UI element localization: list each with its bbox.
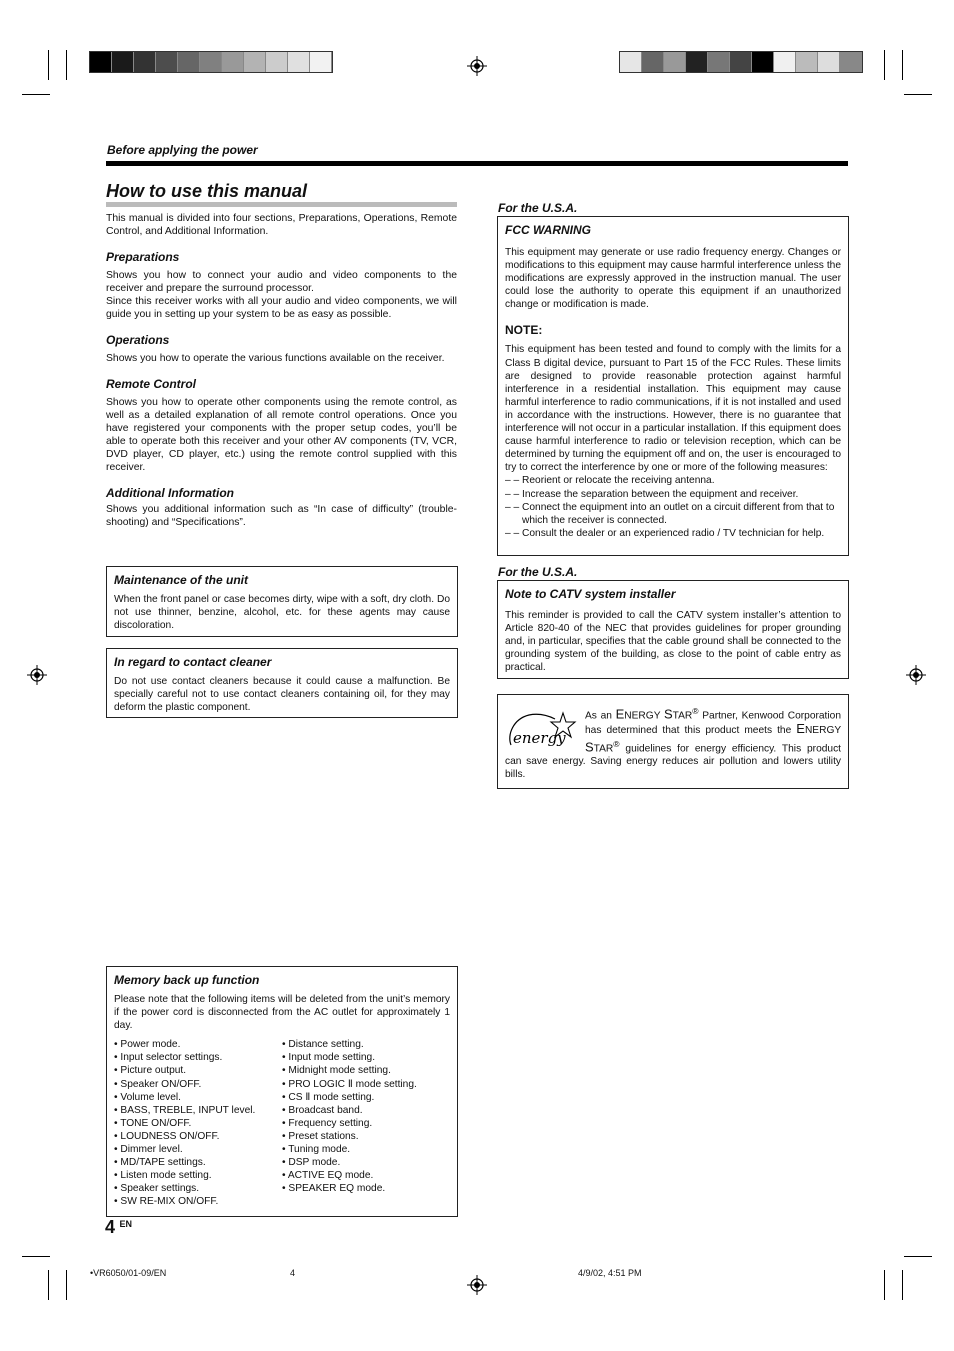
memory-items-col2	[282, 1038, 450, 1208]
list-item: • PRO LOGIC Ⅱ mode setting.	[282, 1078, 417, 1090]
list-item: • Picture output.	[114, 1065, 187, 1077]
contact-cleaner-heading: In regard to contact cleaner	[114, 655, 272, 669]
catv-box	[497, 580, 849, 679]
fcc-heading: FCC WARNING	[505, 223, 591, 237]
list-item: • Volume level.	[114, 1091, 181, 1103]
color-swatch	[266, 52, 288, 72]
memory-backup-text: Please note that the following items will be deleted from the unit’s memory if the power cord is disconnected from the AC outlet for approximately 1 day.	[114, 994, 450, 1032]
list-item: • ACTIVE EQ mode.	[282, 1170, 374, 1182]
section-label: Before applying the power	[107, 143, 258, 157]
list-item: • Listen mode setting.	[114, 1170, 212, 1182]
list-item	[505, 488, 841, 501]
list-item: • SPEAKER EQ mode.	[282, 1183, 386, 1195]
fcc-note-text: This equipment has been tested and found to comply with the limits for a Class B digital device, pursuant to Part 15 of the FCC Rules. These limits are designed to provide reasonable protection against harmful interference in a residential installation. This equipment may cause harmful interference to radio communications, if it is not installed and used in accordance with the instructions. However, there is no guarantee that interference will not occur in a particular installation. If this equipment does cause harmful interference to radio or television reception, which can be determined by turning the equipment off and on, the user is encouraged to try to correct the interference by one or more of the following measures:	[505, 344, 841, 474]
list-item: • Power mode.	[114, 1039, 181, 1051]
crop-mark	[48, 50, 49, 80]
contact-cleaner-box	[106, 648, 458, 718]
page-language: EN	[119, 1219, 132, 1229]
page-number	[105, 1217, 132, 1238]
color-swatch	[134, 52, 156, 72]
left-column	[106, 212, 457, 529]
preparations-heading: Preparations	[106, 250, 180, 264]
energy-brand-s: S	[664, 706, 673, 722]
crop-mark	[884, 1270, 885, 1300]
operations-text: Shows you how to operate the various functions available on the receiver.	[106, 353, 445, 364]
crop-mark	[48, 1270, 49, 1300]
color-swatch	[642, 52, 664, 72]
crop-mark	[902, 50, 903, 80]
color-swatch	[178, 52, 200, 72]
crop-mark	[22, 94, 50, 95]
color-swatch	[90, 52, 112, 72]
usa-label-2: For the U.S.A.	[498, 565, 578, 579]
color-swatch	[818, 52, 840, 72]
catv-heading: Note to CATV system installer	[505, 587, 676, 601]
list-item: • LOUDNESS ON/OFF.	[114, 1130, 220, 1142]
page-number-value: 4	[105, 1217, 116, 1237]
preparations-text-2: Since this receiver works with all your audio and video components, we will guide you in setting up your system to be as easy as possible.	[106, 296, 457, 320]
list-item: • Speaker ON/OFF.	[114, 1078, 202, 1090]
list-item: • CS Ⅱ mode setting.	[282, 1091, 375, 1103]
list-item: • Speaker settings.	[114, 1183, 200, 1195]
list-item: • BASS, TREBLE, INPUT level.	[114, 1104, 256, 1116]
list-item: • Preset stations.	[282, 1130, 359, 1142]
list-item: • DSP mode.	[282, 1157, 341, 1169]
energy-brand-tar: TAR	[672, 710, 693, 722]
list-item: • Frequency setting.	[282, 1117, 373, 1129]
memory-backup-box	[106, 966, 458, 1217]
measure-text: Consult the dealer or an experienced radio / TV technician for help.	[522, 527, 825, 539]
registration-mark-icon	[467, 56, 487, 76]
color-calibration-strip-right	[619, 51, 863, 73]
list-item: • TONE ON/OFF.	[114, 1117, 192, 1129]
energy-logo-text: energy	[513, 729, 566, 747]
list-item: • Input selector settings.	[114, 1052, 223, 1064]
measure-text: Increase the separation between the equipment and receiver.	[522, 488, 799, 500]
memory-items-col1	[114, 1038, 282, 1208]
list-item	[505, 501, 841, 527]
memory-items	[114, 1038, 450, 1208]
energy-text-2: Partner, Kenwood Corporation has determined that this product meets the	[585, 710, 841, 737]
fcc-text: This equipment may generate or use radio frequency energy. Changes or modifications to this equipment may cause harmful interference unless the modifications are expressly approved in the instruction manual. The user could lose the authority to operate this equipment if an unauthorized change or modification is made.	[505, 247, 841, 311]
color-swatch	[686, 52, 708, 72]
contact-cleaner-text: Do not use contact cleaners because it could cause a malfunction. Be specially careful not to use contact cleaners containing oil, for they may deform the plastic component.	[114, 676, 450, 714]
energy-brand-s-2: S	[585, 738, 594, 754]
measure-text: Connect the equipment into an outlet on a circuit different from that to which the receiver is connected.	[522, 501, 835, 526]
color-swatch	[244, 52, 266, 72]
list-item	[505, 527, 841, 540]
color-swatch	[112, 52, 134, 72]
usa-label: For the U.S.A.	[498, 201, 578, 215]
dash-bullet: – –	[505, 475, 520, 487]
crop-mark	[904, 1256, 932, 1257]
dash-bullet: – –	[505, 527, 520, 539]
list-item: • Broadcast band.	[282, 1104, 363, 1116]
fcc-measures-list	[505, 474, 841, 539]
maintenance-box	[106, 566, 458, 637]
additional-info-text: Shows you additional information such as “In case of difficulty” (trouble-shooting) and “Specifications”.	[106, 504, 457, 528]
color-swatch	[730, 52, 752, 72]
crop-mark	[904, 94, 932, 95]
footer-timestamp: 4/9/02, 4:51 PM	[578, 1268, 642, 1278]
remote-control-text: Shows you how to operate other components using the remote control, as well as a detailed explanation of all remote control operations. Once you have registered your components with the proper setup codes, you’ll be able to operate both this receiver and your other AV components (TV, VCR, DVD player, CD player, etc.) using the remote control supplied with this receiver.	[106, 397, 457, 473]
fcc-warning-box	[497, 216, 849, 556]
color-swatch	[752, 52, 774, 72]
energy-star-logo-icon	[505, 705, 577, 751]
energy-text-3: guidelines for energy efficiency. This product can save energy. Saving energy reduces air pollution and lowers utility bills.	[505, 742, 841, 781]
footer-page: 4	[290, 1268, 296, 1278]
preparations-text: Shows you how to connect your audio and video components to the receiver and prepare the surround processor.	[106, 270, 457, 294]
maintenance-heading: Maintenance of the unit	[114, 573, 249, 587]
color-swatch	[796, 52, 818, 72]
page-title: How to use this manual	[106, 181, 308, 201]
list-item: • Distance setting.	[282, 1039, 364, 1051]
color-swatch	[840, 52, 862, 72]
footer-file: •VR6050/01-09/EN	[90, 1268, 167, 1278]
registration-mark-icon	[27, 665, 47, 685]
color-swatch	[708, 52, 730, 72]
color-swatch	[222, 52, 244, 72]
list-item: • Dimmer level.	[114, 1144, 183, 1156]
crop-mark	[66, 1270, 67, 1300]
color-swatch	[288, 52, 310, 72]
dash-bullet: – –	[505, 488, 520, 500]
color-swatch	[774, 52, 796, 72]
list-item: • Input mode setting.	[282, 1052, 376, 1064]
registered-mark: ®	[692, 706, 699, 716]
header-rule	[106, 161, 848, 166]
remote-control-heading: Remote Control	[106, 377, 196, 391]
title-underline	[106, 202, 457, 207]
registration-mark-icon	[467, 1275, 487, 1295]
color-swatch	[620, 52, 642, 72]
color-swatch	[310, 52, 332, 72]
energy-brand-e: E	[615, 706, 625, 722]
registered-mark-2: ®	[613, 738, 620, 749]
energy-brand-nergy: NERGY	[624, 710, 661, 722]
registration-mark-icon	[906, 665, 926, 685]
fcc-note-heading: NOTE:	[505, 323, 543, 338]
maintenance-text: When the front panel or case becomes dirty, wipe with a soft, dry cloth. Do not use thinner, benzine, alcohol, etc. for these agents may cause discoloration.	[114, 594, 450, 632]
energy-star-box	[497, 694, 849, 789]
list-item	[505, 474, 841, 487]
memory-backup-heading: Memory back up function	[114, 973, 260, 987]
crop-mark	[902, 1270, 903, 1300]
energy-text-1: As an	[585, 710, 612, 722]
measure-text: Reorient or relocate the receiving antenna.	[522, 475, 715, 487]
color-swatch	[200, 52, 222, 72]
additional-info-heading: Additional Information	[106, 486, 234, 500]
catv-text: This reminder is provided to call the CATV system installer’s attention to Article 820-40 of the NEC that provides guidelines for proper grounding and, in particular, specifies that the cable ground shall be connected to the grounding system of the building, as close to the point of cable entry as practical.	[505, 610, 841, 674]
crop-mark	[884, 50, 885, 80]
dash-bullet: – –	[505, 501, 520, 513]
crop-mark	[22, 1256, 50, 1257]
operations-heading: Operations	[106, 333, 170, 347]
list-item: • SW RE-MIX ON/OFF.	[114, 1196, 219, 1208]
crop-mark	[66, 50, 67, 80]
energy-brand-tar-2: TAR	[593, 742, 614, 754]
list-item: • Tuning mode.	[282, 1144, 351, 1156]
energy-brand-e-2: E	[796, 721, 805, 737]
intro-paragraph: This manual is divided into four sections, Preparations, Operations, Remote Control, and Additional Information.	[106, 213, 457, 237]
list-item: • Midnight mode setting.	[282, 1065, 391, 1077]
color-swatch	[156, 52, 178, 72]
color-calibration-strip-left	[89, 51, 333, 73]
list-item: • MD/TAPE settings.	[114, 1157, 206, 1169]
energy-brand-nergy-2: NERGY	[804, 725, 841, 737]
color-swatch	[664, 52, 686, 72]
